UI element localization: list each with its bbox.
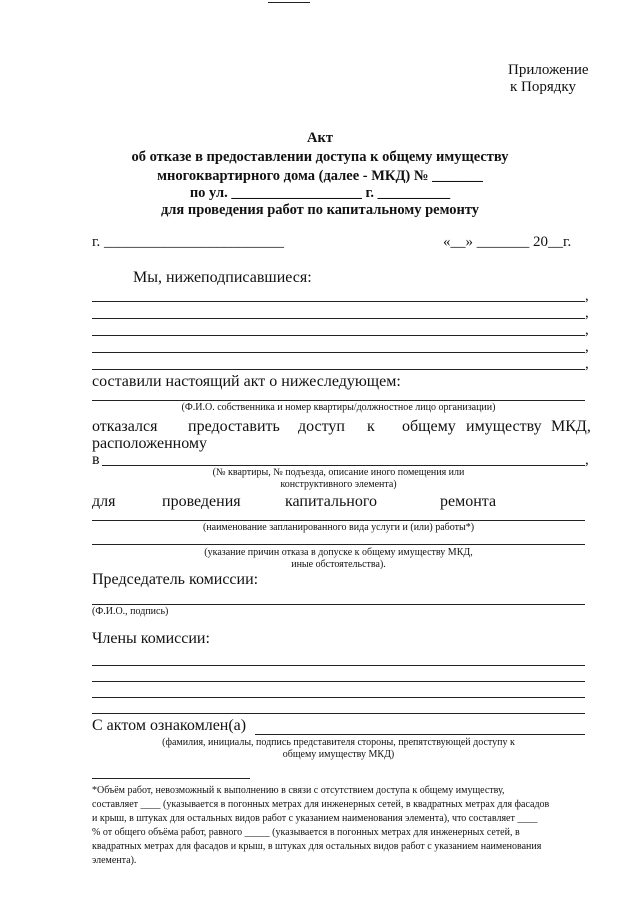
footnote-line: *Объём работ, невозможный к выполнению в связи с отсутствием доступа к общему имуществу, — [92, 785, 505, 796]
caption-acquainted-2: общему имуществу МКД) — [282, 749, 395, 760]
signatory-line-4 — [92, 352, 585, 353]
caption-premises-2: конструктивного элемента) — [280, 479, 397, 490]
in-prefix: в — [92, 451, 100, 468]
chairman-label: Председатель комиссии: — [92, 571, 259, 588]
appendix-line-1: Приложение — [508, 62, 589, 78]
comma: , — [585, 305, 589, 321]
footnote-line: квадратных метрах для фасадов и крыш, в штуках для остальных видов работ с указанием наименования — [92, 841, 542, 852]
acquainted-line — [255, 734, 585, 735]
title-line-5: для проведения работ по капитальному ремонту — [160, 202, 480, 218]
member-line-4 — [92, 713, 585, 714]
footnote-line: элемента). — [92, 855, 137, 866]
footnote-line: и крыш, в штуках для остальных видов работ с указанием наименования элемента), что составляет ____ — [92, 813, 538, 824]
caption-acquainted-1: (фамилия, инициалы, подпись представителя стороны, препятствующей доступу к — [162, 737, 515, 748]
member-line-1 — [92, 665, 585, 666]
owner-line — [92, 400, 585, 401]
refused-word: доступ — [298, 418, 345, 435]
title-line-4: по ул. __________________ г. __________ — [189, 185, 451, 201]
member-line-3 — [92, 697, 585, 698]
comma: , — [585, 322, 589, 338]
refused-word: к — [367, 418, 375, 435]
signatory-line-2 — [92, 318, 585, 319]
for-word: капитального — [285, 493, 377, 510]
premises-line — [102, 465, 585, 466]
appendix-line-2: к Порядку — [510, 79, 576, 95]
signatory-line-3 — [92, 335, 585, 336]
for-word: проведения — [162, 493, 241, 510]
caption-reasons-2: иные обстоятельства). — [291, 559, 386, 570]
date-field: «__» _______ 20__г. — [443, 234, 572, 250]
city-field: г. ________________________ — [92, 234, 284, 250]
member-line-2 — [92, 681, 585, 682]
intro-text: Мы, нижеподписавшиеся: — [133, 269, 312, 286]
service-line — [92, 520, 585, 521]
refused-word: предоставить — [188, 418, 280, 435]
refused-word: имуществу — [466, 418, 542, 435]
caption-premises-1: (№ квартиры, № подъезда, описание иного помещения или — [212, 467, 465, 478]
signatory-line-1 — [92, 301, 585, 302]
for-word: для — [92, 493, 116, 510]
title-line-1: Акт — [307, 130, 333, 146]
acquainted-label: С актом ознакомлен(а) — [92, 717, 247, 734]
caption-owner: (Ф.И.О. собственника и номер квартиры/должностное лицо организации) — [181, 402, 496, 413]
refused-word: отказался — [92, 418, 158, 435]
reasons-line — [92, 544, 585, 545]
footnote-separator — [92, 778, 250, 779]
title-line-2: об отказе в предоставлении доступа к общему имуществу — [131, 149, 509, 165]
composed-text: составили настоящий акт о нижеследующем: — [92, 373, 401, 390]
for-word: ремонта — [440, 493, 497, 510]
comma: , — [585, 356, 589, 372]
located-text: расположенному — [92, 435, 208, 452]
top-rule — [268, 2, 310, 3]
refused-word: общему — [402, 418, 456, 435]
title-line-3: многоквартирного дома (далее - МКД) № _______ — [157, 168, 483, 184]
caption-chairman: (Ф.И.О., подпись) — [92, 606, 169, 617]
comma: , — [585, 452, 589, 468]
comma: , — [585, 339, 589, 355]
members-label: Члены комиссии: — [92, 630, 210, 647]
chairman-line — [92, 604, 585, 605]
caption-reasons-1: (указание причин отказа в допуске к общему имуществу МКД, — [204, 547, 473, 558]
footnote-line: % от общего объёма работ, равного _____ (указывается в погонных метрах для инженерных сетей, в — [92, 827, 520, 838]
comma: , — [585, 288, 589, 304]
signatory-line-5 — [92, 369, 585, 370]
caption-service: (наименование запланированного вида услуги и (или) работы*) — [202, 522, 475, 533]
refused-word: МКД, — [551, 418, 591, 435]
footnote-line: составляет ____ (указывается в погонных метрах для инженерных сетей, в квадратных метрах для фасадов — [92, 799, 550, 810]
